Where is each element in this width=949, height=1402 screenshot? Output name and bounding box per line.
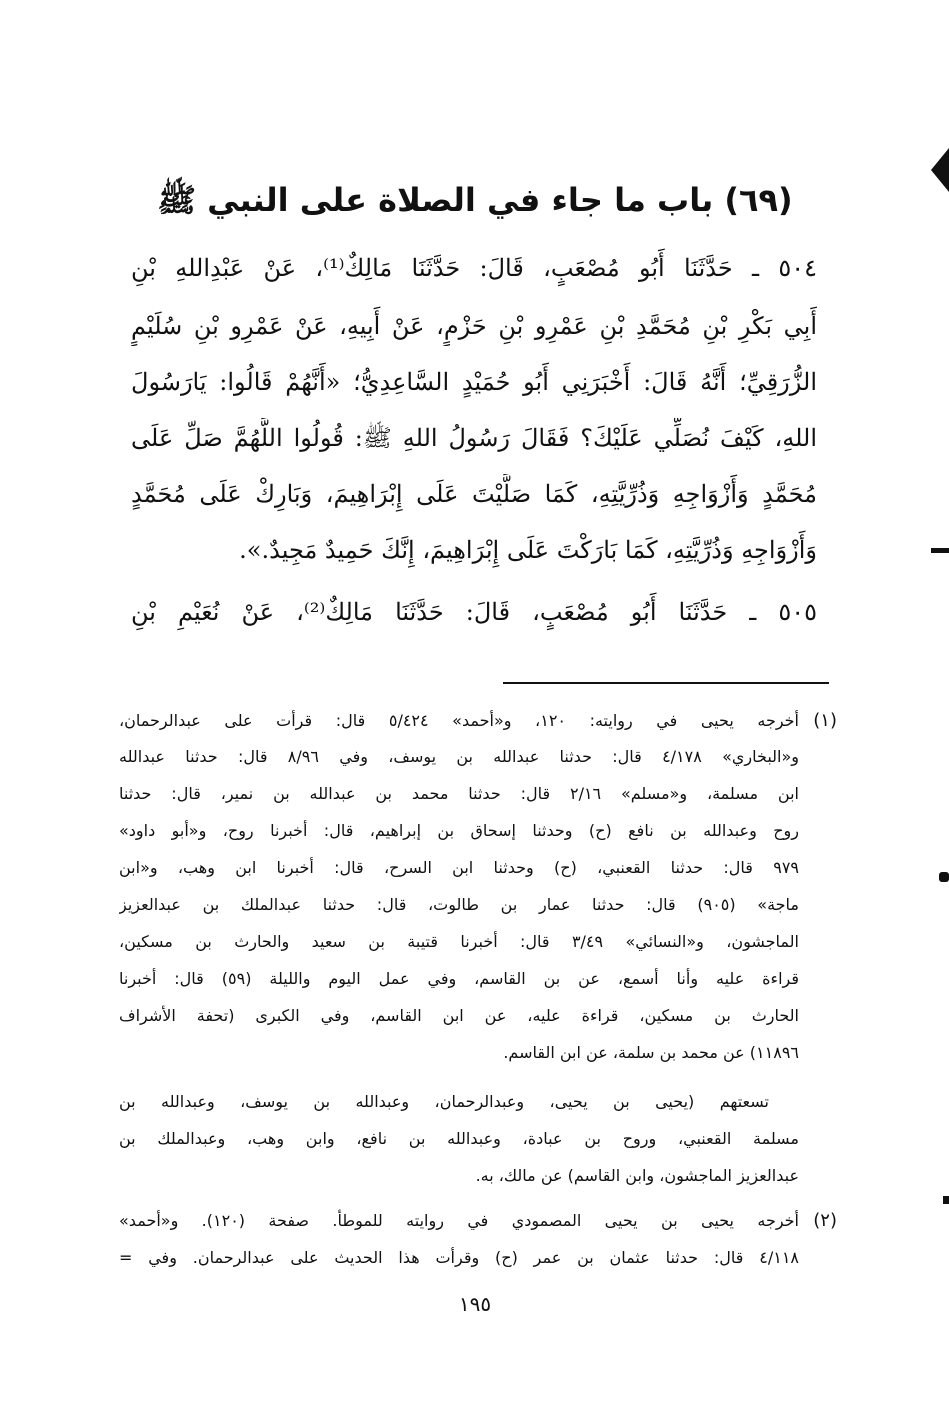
hadith-line: الزُّرَقِيِّ؛ أَنَّهُ قَالَ: أَخْبَرَنِي أَبُو حُمَيْدٍ السَّاعِدِيُّ؛ «أَنَّهُمْ قَالُوا: يَارَسُولَ	[131, 368, 817, 396]
footnote-line: ١١٨٩٦) عن محمد بن سلمة، عن ابن القاسم.	[503, 1043, 799, 1062]
footnote-number: (٢)	[813, 1210, 837, 1231]
footnote-separator	[503, 682, 829, 684]
footnote-line: تسعتهم (يحيى بن يحيى، وعبدالرحمان، وعبدالله بن يوسف، وعبدالله بن	[119, 1092, 769, 1111]
hadith-line: وَأَزْوَاجِهِ وَذُرِّيَّتِهِ، كَمَا بَارَكْتَ عَلَى إِبْرَاهِيمَ، إِنَّكَ حَمِيدٌ مَجِيدٌ.».	[239, 536, 817, 564]
edge-mark	[943, 1196, 949, 1204]
hadith-line: ٥٠٥ ـ حَدَّثَنَا أَبُو مُصْعَبٍ، قَالَ: حَدَّثَنَا مَالِكٌ⁽²⁾، عَنْ نُعَيْمِ بْنِ	[131, 598, 817, 626]
footnote-line: ٤/١١٨ قال: حدثنا عثمان بن عمر (ح) وقرأت هذا الحديث على عبدالرحمان. وفي =	[119, 1248, 799, 1267]
footnote-line: و«البخاري» ٤/١٧٨ قال: حدثنا عبدالله بن يوسف، وفي ٨/٩٦ قال: حدثنا عبدالله	[119, 747, 799, 766]
edge-mark	[939, 872, 949, 882]
hadith-line: اللهِ، كَيْفَ نُصَلِّي عَلَيْكَ؟ فَقَالَ رَسُولُ اللهِ ﷺ: قُولُوا اللَّهُمَّ صَلِّ عَلَى	[131, 424, 817, 452]
chapter-heading: (٦٩) باب ما جاء في الصلاة على النبي ﷺ	[157, 181, 793, 219]
footnote-number: (١)	[813, 710, 837, 731]
hadith-line: أَبِي بَكْرِ بْنِ مُحَمَّدِ بْنِ عَمْرِو بْنِ حَزْمٍ، عَنْ أَبِيهِ، عَنْ عَمْرِو بْنِ سُلَيْمٍ	[131, 312, 817, 340]
footnote-line: أخرجه يحيى في روايته: ١٢٠، و«أحمد» ٥/٤٢٤ قال: قرأت على عبدالرحمان،	[119, 711, 799, 730]
footnote-line: ماجة» (٩٠٥) قال: حدثنا عمار بن طالوت، قال: حدثنا عبدالملك بن عبدالعزيز	[119, 895, 799, 914]
footnote-line: الحارث بن مسكين، قراءة عليه، عن ابن القاسم، وفي الكبرى (تحفة الأشراف	[119, 1006, 799, 1025]
footnote-line: ابن مسلمة، و«مسلم» ٢/١٦ قال: حدثنا محمد بن عبدالله بن نمير، قال: حدثنا	[119, 784, 799, 803]
footnote-line: روح وعبدالله بن نافع (ح) وحدثنا إسحاق بن إبراهيم، قال: أخبرنا روح، و«أبو داود»	[119, 821, 799, 840]
edge-mark	[931, 548, 949, 553]
edge-tab-mark	[931, 148, 949, 192]
hadith-line: مُحَمَّدٍ وَأَزْوَاجِهِ وَذُرِّيَّتِهِ، كَمَا صَلَّيْتَ عَلَى إِبْرَاهِيمَ، وَبَارِكْ عَلَى مُحَمَّدٍ	[131, 480, 817, 508]
footnote-line: أخرجه يحيى بن يحيى المصمودي في روايته للموطأ. صفحة (١٢٠). و«أحمد»	[119, 1211, 799, 1230]
footnote-line: الماجشون، و«النسائي» ٣/٤٩ قال: أخبرنا قتيبة بن سعيد والحارث بن مسكين،	[119, 932, 799, 951]
footnote-line: قراءة عليه وأنا أسمع، عن بن القاسم، وفي عمل اليوم والليلة (٥٩) قال: أخبرنا	[119, 969, 799, 988]
page-number: ١٩٥	[458, 1292, 492, 1316]
footnote-line: عبدالعزيز الماجشون، وابن القاسم) عن مالك، به.	[475, 1166, 799, 1185]
footnote-line: مسلمة القعنبي، وروح بن عبادة، وعبدالله بن نافع، وابن وهب، وعبدالملك بن	[119, 1129, 799, 1148]
hadith-line: ٥٠٤ ـ حَدَّثَنَا أَبُو مُصْعَبٍ، قَالَ: حَدَّثَنَا مَالِكٌ⁽¹⁾، عَنْ عَبْدِاللهِ بْنِ	[131, 254, 817, 282]
footnote-line: ٩٧٩ قال: حدثنا القعنبي، (ح) وحدثنا ابن السرح، قال: أخبرنا ابن وهب، و«ابن	[119, 858, 799, 877]
